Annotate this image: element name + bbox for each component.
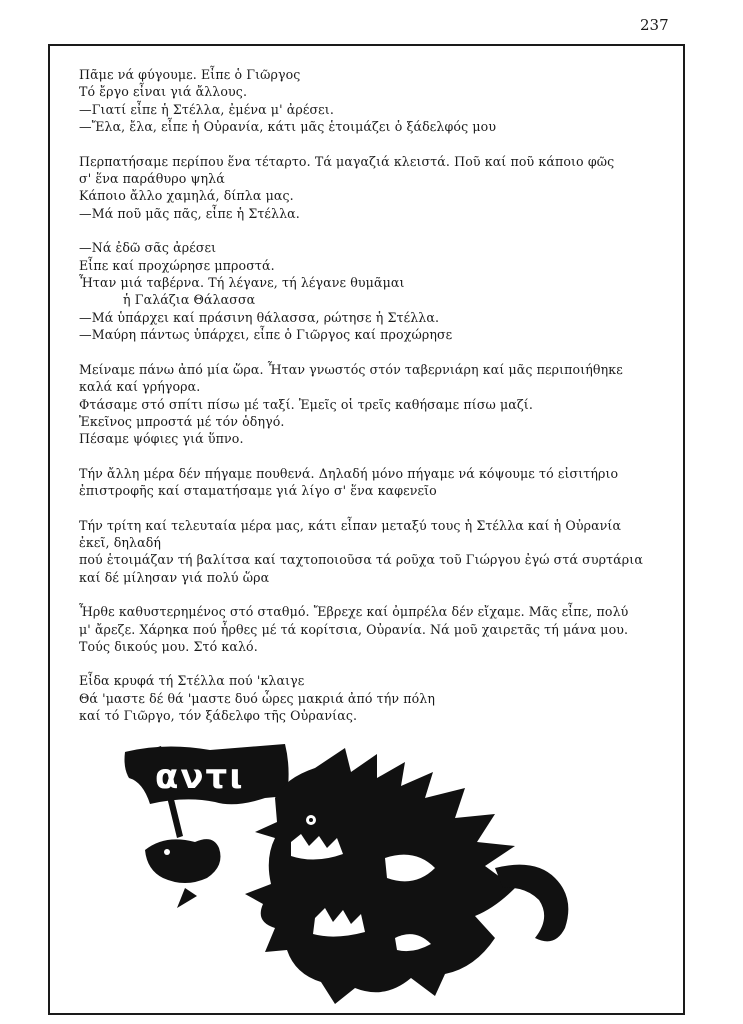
stanza [79, 239, 669, 343]
text-line: Τό ἔργο εἶναι γιά ἄλλους. [79, 84, 248, 100]
text-line: σ' ἕνα παράθυρο ψηλά [79, 171, 225, 187]
text-line: Εἶπε καί προχώρησε μπροστά. [79, 257, 275, 273]
flag-text: αντι [155, 757, 245, 797]
text-line: μ' ἄρεζε. Χάρηκα πού ἦρθες μέ τά κορίτσια, Οὐρανία. Νά μοῦ χαιρετᾶς τή μάνα μου. [79, 621, 629, 637]
text-line: ἐπιστροφῆς καί σταματήσαμε γιά λίγο σ' ἕνα καφενεῖο [79, 483, 437, 499]
text-line: —Νά ἐδῶ σᾶς ἀρέσει [79, 240, 217, 256]
text-line: Ἦρθε καθυστερημένος στό σταθμό. Ἔβρεχε καί ὀμπρέλα δέν εἴχαμε. Μᾶς εἶπε, πολύ [79, 604, 629, 620]
text-line: Κάποιο ἄλλο χαμηλά, δίπλα μας. [79, 188, 294, 204]
text-line: Περπατήσαμε περίπου ἕνα τέταρτο. Τά μαγαζιά κλειστά. Ποῦ καί ποῦ κάποιο φῶς [79, 153, 615, 169]
text-line: Μείναμε πάνω ἀπό μία ὥρα. Ἦταν γνωστός στόν ταβερνιάρη καί μᾶς περιποιήθηκε [79, 361, 623, 377]
stanza [79, 153, 669, 223]
text-line: Τούς δικούς μου. Στό καλό. [79, 638, 258, 654]
stanza [79, 465, 669, 500]
text-line: —Μά ὑπάρχει καί πράσινη θάλασσα, ρώτησε ἡ Στέλλα. [79, 309, 440, 325]
text-line: καί τό Γιῶργο, τόν ξάδελφο τῆς Οὐρανίας. [79, 708, 358, 724]
text-line: Φτάσαμε στό σπίτι πίσω μέ ταξί. Ἐμεῖς οἱ τρεῖς καθήσαμε πίσω μαζί. [79, 396, 533, 412]
text-line: Τήν ἄλλη μέρα δέν πήγαμε πουθενά. Δηλαδή μόνο πήγαμε νά κόψουμε τό εἰσιτήριο [79, 465, 619, 481]
woodcut-illustration [115, 738, 585, 1004]
text-line: Πᾶμε νά φύγουμε. Εἶπε ὁ Γιῶργος [79, 67, 301, 82]
text-line: καλά καί γρήγορα. [79, 379, 201, 395]
text-line: ἐκεῖ, δηλαδή [79, 534, 162, 550]
stanza [79, 517, 669, 587]
stanza [79, 603, 669, 655]
stanza [79, 66, 669, 136]
text-line: Εἶδα κρυφά τή Στέλλα πού 'κλαιγε [79, 673, 305, 689]
text-line: Τήν τρίτη καί τελευταία μέρα μας, κάτι εἶπαν μεταξύ τους ἡ Στέλλα καί ἡ Οὐρανία [79, 517, 622, 533]
text-line: ἡ Γαλάζια Θάλασσα [123, 292, 256, 308]
small-fish-figure [145, 839, 221, 883]
poem-text [79, 66, 669, 742]
stanza [79, 361, 669, 448]
text-line: —Ἔλα, ἔλα, εἶπε ἡ Οὐρανία, κάτι μᾶς ἑτοιμάζει ὁ ξάδελφός μου [79, 119, 497, 135]
text-line: Πέσαμε ψόφιες γιά ὕπνο. [79, 431, 244, 447]
text-line: —Γιατί εἶπε ἡ Στέλλα, ἐμένα μ' ἀρέσει. [79, 101, 334, 117]
text-line: πού ἑτοιμάζαν τή βαλίτσα καί ταχτοποιοῦσα τά ροῦχα τοῦ Γιώργου ἐγώ στά συρτάρια [79, 552, 643, 568]
text-line: Θά 'μαστε δέ θά 'μαστε δυό ὧρες μακριά ἀπό τήν πόλη [79, 690, 436, 706]
stanza [79, 672, 669, 724]
text-line: Ἦταν μιά ταβέρνα. Τή λέγανε, τή λέγανε θυμᾶμαι [79, 275, 405, 291]
text-line: —Μαύρη πάντως ὑπάρχει, εἶπε ὁ Γιῶργος καί προχώρησε [79, 327, 453, 343]
page-number: 237 [640, 16, 669, 34]
monster-figure [245, 748, 515, 1004]
text-line: Ἐκεῖνος μπροστά μέ τόν ὁδηγό. [79, 413, 285, 429]
text-line: —Μά ποῦ μᾶς πᾶς, εἶπε ἡ Στέλλα. [79, 205, 300, 221]
text-line: καί δέ μίλησαν γιά πολύ ὥρα [79, 569, 270, 585]
